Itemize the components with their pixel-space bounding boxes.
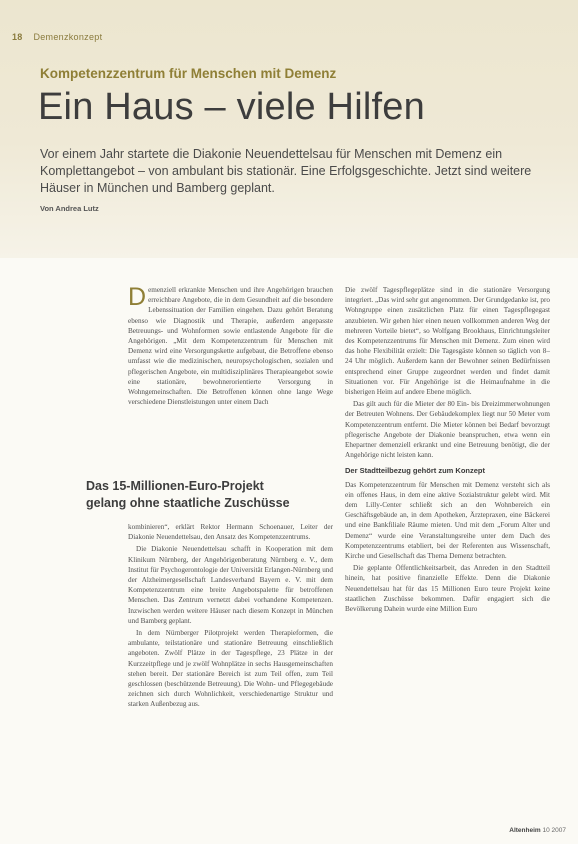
author-byline: Von Andrea Lutz <box>40 204 99 213</box>
body-paragraph: Das Kompetenzzentrum für Menschen mit Demenz versteht sich als ein offenes Haus, in dem eine aktive Sozialstruktur gelebt wird. Mit dem Lilly-Center schließt sich an den Wohnbereich ein Geschäftsgebäude an, in dem Apotheken, Ärztepraxen, eine Bäckerei und eine Bankfiliale Räume mieten. Und mit dem „Forum Alter und Demenz“ wurde eine Veranstaltungsreihe unter dem Dach des Kompetenzzentrums etabliert, bei der Referenten aus Wissenschaft, Kirche und Gesellschaft das Thema Demenz betrachten. <box>345 480 550 561</box>
body-paragraph: Die Diakonie Neuendettelsau schafft in Kooperation mit dem Klinikum Nürnberg, der Angehörigenberatung Nürnberg e. V., dem Institut für Psychogerontologie der Universität Erlangen-Nürnberg und der Alzheimergesellschaft Landesverband Bayern e. V. mit dem Kompetenzzentrum eine breite Angebotspalette für betroffenen Menschen. Das Zentrum vernetzt dabei vorhandene Kompetenzen. Inzwischen werden weitere Häuser nach diesem Konzept in München und Bamberg geplant. <box>128 545 333 625</box>
section-label: Demenzkonzept <box>33 32 103 42</box>
kicker: Kompetenzzentrum für Menschen mit Demenz <box>40 66 337 81</box>
column-subheading: Der Stadtteilbezug gehört zum Konzept <box>345 466 486 476</box>
subheading-line-1: Das 15-Millionen-Euro-Projekt <box>86 479 264 493</box>
article-title: Ein Haus – viele Hilfen <box>38 86 425 128</box>
subheading-line-2: gelang ohne staatliche Zuschüsse <box>86 496 290 510</box>
body-paragraph: Die geplante Öffentlichkeitsarbeit, das Anreden in den Stadtteil hinein, hat positive finanzielle Effekte. Denn die Diakonie Neuendettelsau hat für das 15 Millionen Euro teure Projekt keine staatlichen Zuschüsse bekommen. Dafür engagiert sich die Bevölkerung Dahein wurde eine Million Euro <box>345 564 550 614</box>
body-paragraph: In dem Nürnberger Pilotprojekt werden Therapieformen, die ambulante, teilstationäre und stationäre Betreuung einschließlich angeboten. Zwölf Plätze in der Tagespflege, 23 Plätze in der Kurzzeitpflege und je zwölf Wohnplätze in sechs Hausgemeinschaften stehen bereit. Der stationäre Bereich ist zum Teil offen, zum Teil geschlossen (beschützende Betreuung). Die Wohn- und Pflegegebäude zeichnen sich durch Wohnlichkeit, verschiedenartige Struktur und starken Außenbezug aus. <box>128 629 333 709</box>
pull-subheading <box>86 478 346 512</box>
body-column-1-bottom <box>128 522 333 712</box>
body-paragraph: kombinieren“, erklärt Rektor Hermann Schoenauer, Leiter der Diakonie Neuendettelsau, den Ansatz des Kompetenzzentrums. <box>128 523 333 542</box>
body-column-2 <box>345 285 550 616</box>
page-footer <box>509 827 566 834</box>
drop-cap: D <box>128 283 147 311</box>
body-paragraph: Das gilt auch für die Mieter der 80 Ein- bis Dreizimmerwohnungen der Betreuten Wohnens. Der Gebäudekomplex liegt nur 50 Meter vom Kompetenzzentrum entfernt. Die Mieter können bei Bedarf bevorzugt pflegerische Angebote der Diakonie beanspruchen, etwa wenn ein Ehepartner demenziell erkrankt und eine Betreuung benötigt, die der Angehörige nicht leisten kann. <box>345 400 550 460</box>
body-column-1-top <box>128 285 333 409</box>
magazine-name: Altenheim <box>509 827 541 834</box>
body-paragraph <box>128 285 333 407</box>
issue-number: 10 2007 <box>542 827 566 834</box>
paragraph-text: emenziell erkrankte Menschen und ihre Angehörigen brauchen erreichbare Angebote, die in dem Gesundheit auf die besondere Lebenssituation der Familien eingehen. Dazu gehört Beratung ebenso wie Diagnostik und Therapie, außerdem angepasste Betreuungs- und Wohnformen sowie entlastende Angebote für die Angehörigen. „Mit dem Kompetenzzentrum für Menschen mit Demenz wird eine Versorgungskette aufgebaut, die Betroffene ebenso umfasst wie die medizinischen, neuropsychologischen, sozialen und pflegerischen Angebote, ein multidisziplinäres Therapieangebot sowie eine stationäre, bewohnerorientierte Versorgung in Wohngemeinschaften. Die Betroffenen können ohne lange Wege verschiedene Dienstleistungen unter einem Dach <box>128 286 333 407</box>
page-number: 18 <box>12 32 23 42</box>
lead-paragraph: Vor einem Jahr startete die Diakonie Neuendettelsau für Menschen mit Demenz ein Komplettangebot – von ambulant bis stationär. Eine Erfolgsgeschichte. Jetzt sind weitere Häuser in München und Bamberg geplant. <box>40 147 532 195</box>
body-paragraph: Die zwölf Tagespflegeplätze sind in die stationäre Versorgung integriert. „Das wird sehr gut angenommen. Der Grundgedanke ist, pro Wohngruppe einen zusätzlichen Platz für einen Tagespflegegast anzubieten. Wir gehen hier einen neuen vollkommen anderen Weg der mehreren Vorteile bietet“, so Wolfgang Brookhaus, Einrichtungsleiter des Kompetenzzentrums für Menschen mit Demenz. Zum einen wird das hohe Flexibilität erzielt: Die Tagesgäste können so täglich von 8–24 Uhr möglich. Außerdem kann der Bewohner seinen Bedürfnissen entsprechend einer Gruppe zugeordnet werden und findet damit Situationen vor. Für Angehörige ist die Heimaufnahme in die bisherigen Heim auf andere Ebene möglich. <box>345 286 550 397</box>
running-header <box>12 32 102 42</box>
